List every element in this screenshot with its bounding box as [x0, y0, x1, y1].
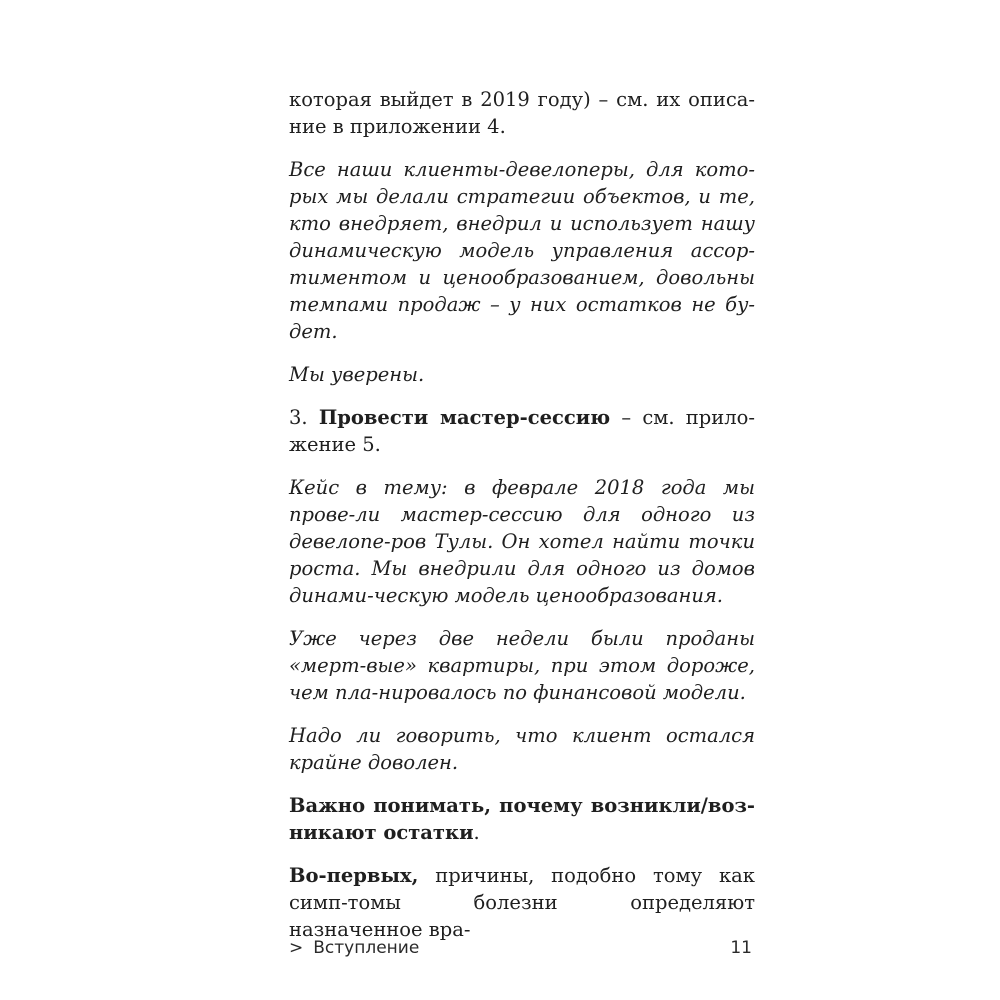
paragraph-text: – см. прило-жение 5. [289, 406, 756, 456]
bold-phrase: Во-первых, [289, 864, 419, 887]
paragraph-text: причины, подобно тому как симп-томы болезни определяют назначенное вра- [289, 864, 755, 941]
paragraph: которая выйдет в 2019 году) – см. их описа-ние в приложении 4. [289, 88, 755, 138]
bold-phrase: Провести мастер-сессию [318, 406, 611, 429]
page-number: 11 [730, 938, 752, 958]
chevron-right-icon: > [289, 938, 304, 958]
paragraph-italic: Мы уверены. [289, 363, 425, 386]
body-text [289, 86, 755, 959]
paragraph [289, 862, 755, 943]
paragraph-italic: Кейс в тему: в феврале 2018 года мы прове-ли мастер-сессию для одного из девелопе-ров Тулы. Он хотел найти точки роста. Мы внедрили для одного из домов динами-ческую модель ценообразования. [289, 476, 755, 607]
section-title: Вступление [313, 938, 420, 958]
paragraph-emphasis [289, 792, 755, 846]
list-number: 3. [289, 406, 308, 429]
paragraph-numbered [289, 404, 755, 458]
paragraph-italic: Уже через две недели были проданы «мерт-вые» квартиры, при этом дороже, чем пла-нировалось по финансовой модели. [289, 627, 755, 704]
bold-phrase: Важно понимать, почему возникли/воз-никают остатки [289, 794, 755, 844]
paragraph-italic: Надо ли говорить, что клиент остался крайне доволен. [289, 724, 755, 774]
paragraph-text: . [473, 821, 480, 844]
paragraph-italic: Все наши клиенты-девелоперы, для кото-рых мы делали стратегии объектов, и те, кто внедряет, внедрил и использует нашу динамическую модель управления ассор-тиментом и ценообразованием, довольны темпами продаж – у них остатков не бу-дет. [289, 158, 755, 343]
running-footer [289, 938, 419, 958]
